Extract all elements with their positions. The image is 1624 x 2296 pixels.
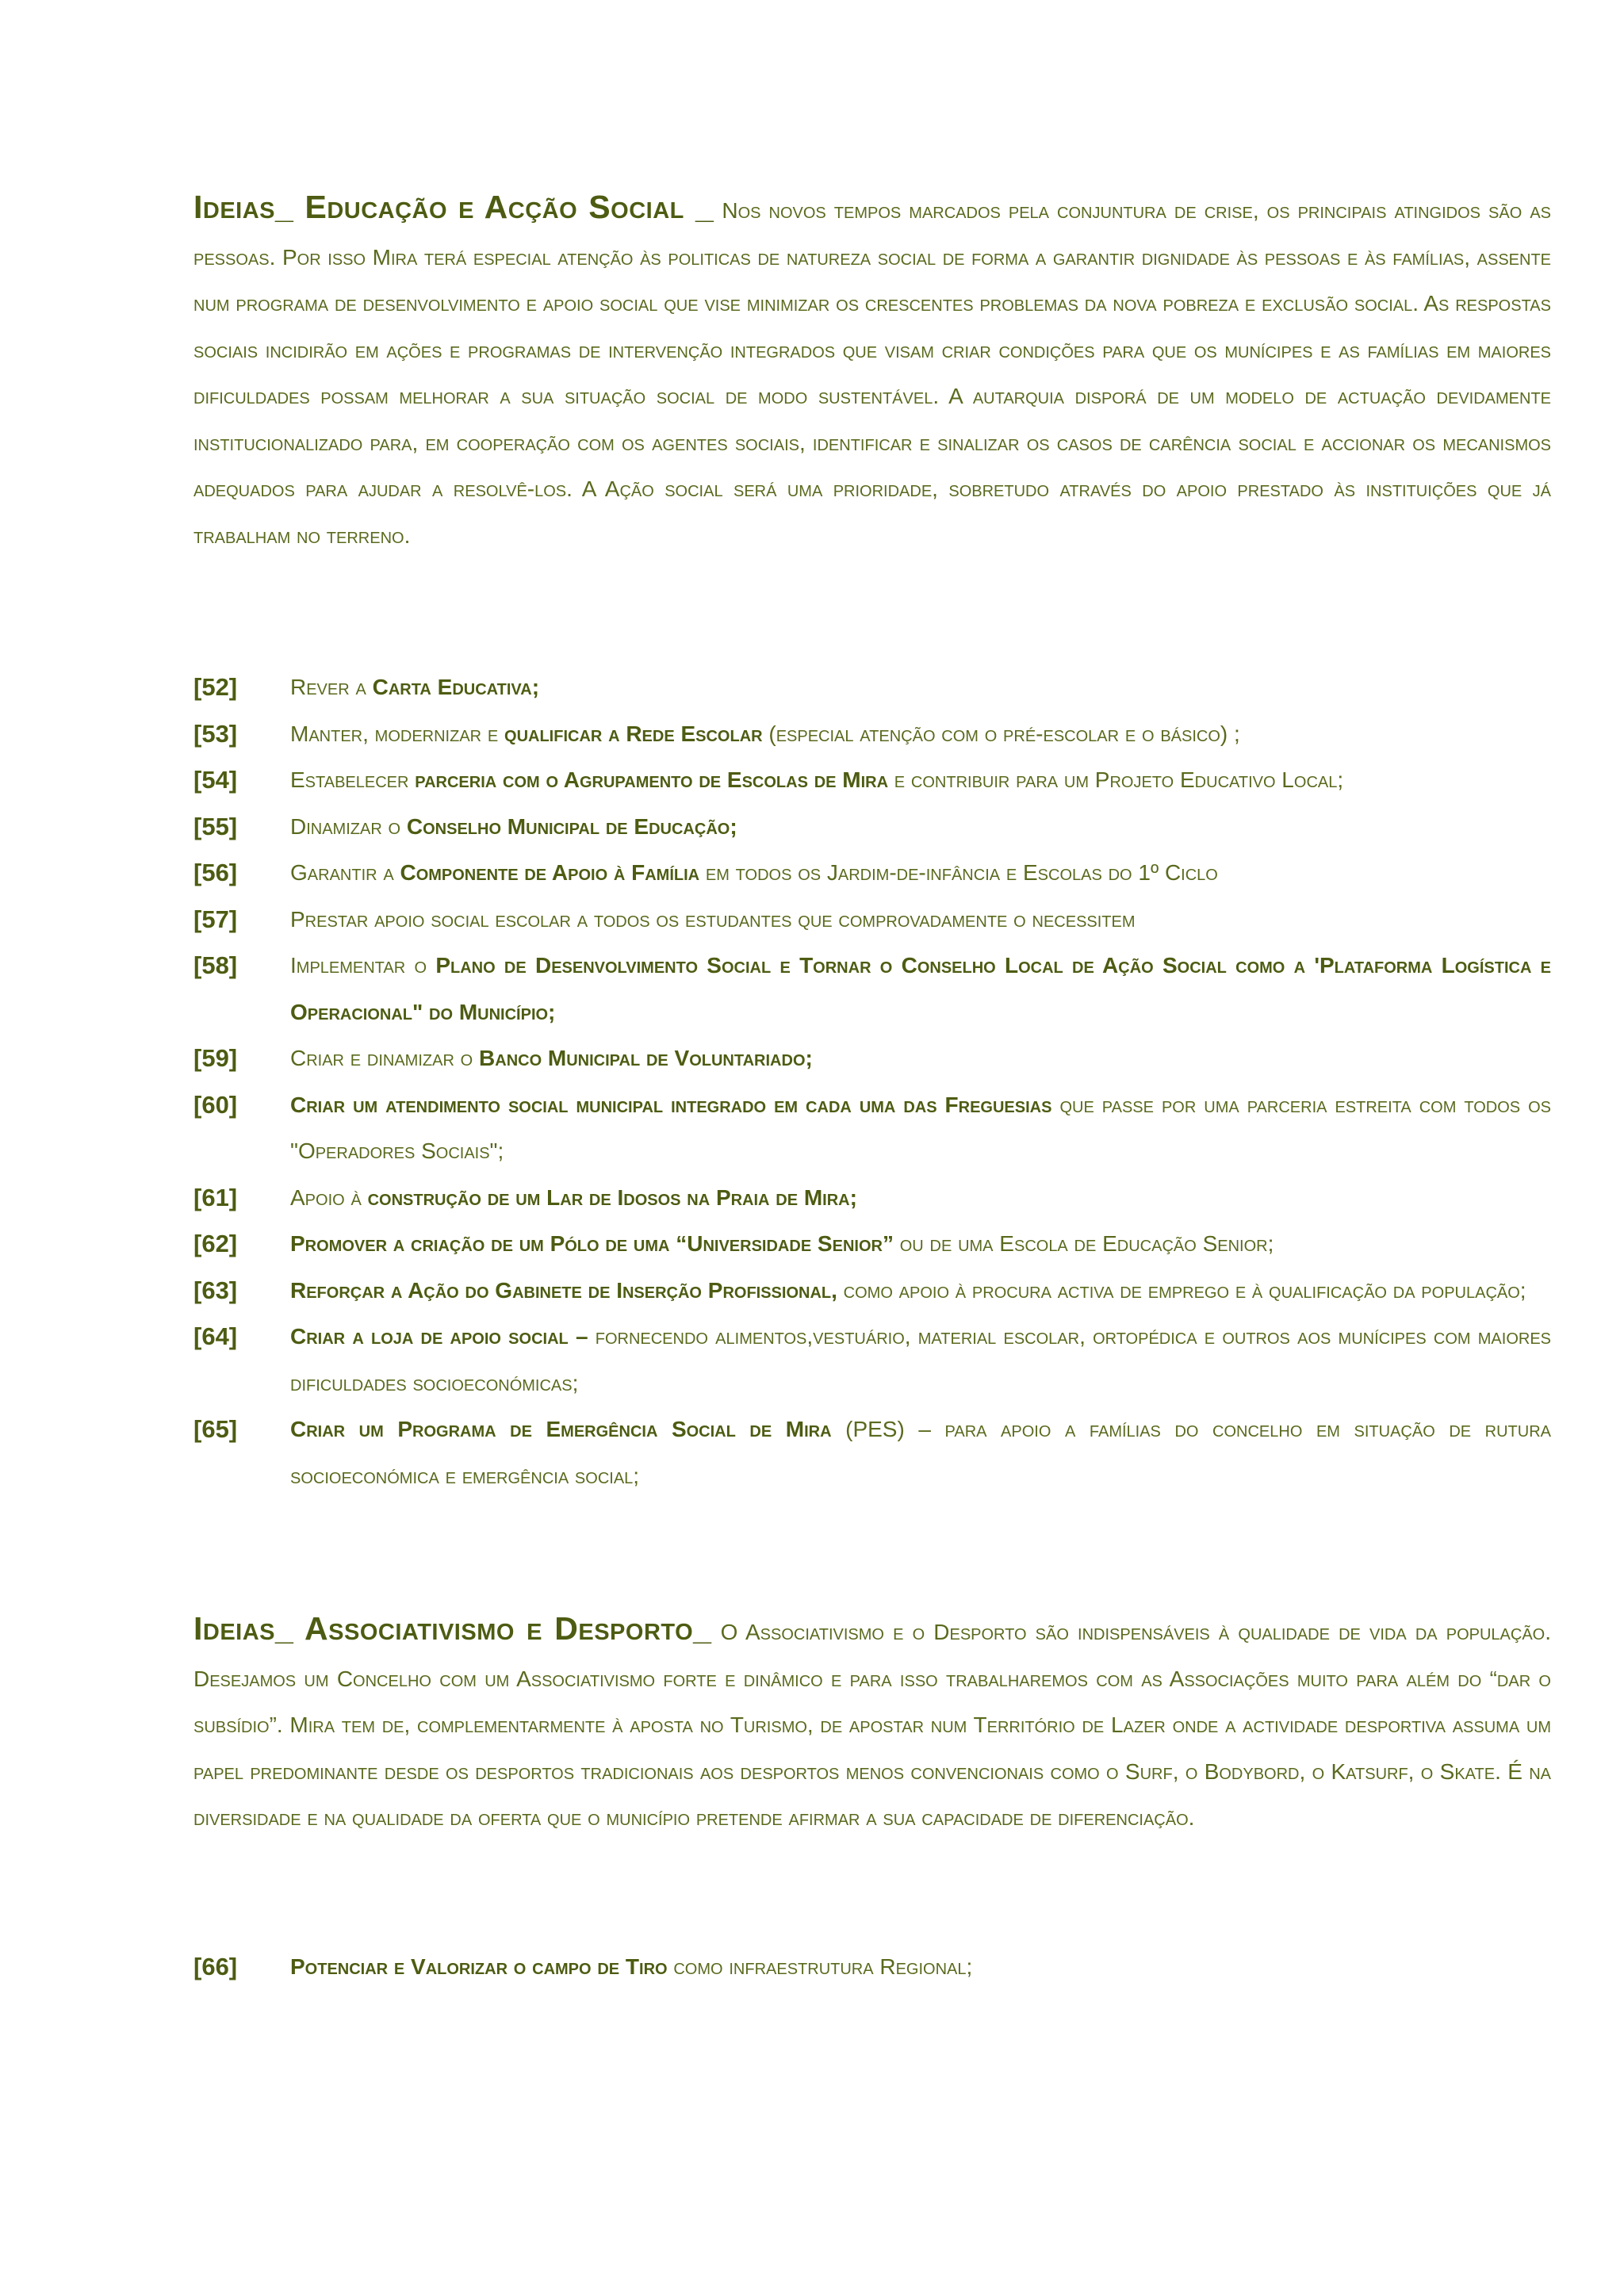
section-education-social [193,184,1551,559]
list-education-social [193,664,1551,1499]
item-number: [65] [193,1415,238,1443]
section-heading: Ideias_ Associativismo e Desporto_ [193,1610,712,1647]
item-number: [60] [193,1090,238,1119]
list-item: [61] Apoio à construção de um Lar de Idosos na Praia de Mira; [193,1175,1551,1222]
list-item: [60] Criar um atendimento social municipal integrado em cada uma das Freguesias que passe por uma parceria estreita com todos os "Operadores Sociais"; [193,1082,1551,1175]
item-number: [59] [193,1044,238,1072]
section-body: O Associativismo e o Desporto são indispensáveis à qualidade de vida da população. Desejamos um Concelho com um Associativismo forte e dinâmico e para isso trabalharemos com as Associações muito para além do “dar o subsídio”. Mira tem de, complementarmente à aposta no Turismo, de apostar num Território de Lazer onde a actividade desportiva assuma um papel predominante desde os desportos tradicionais aos desportos menos convencionais como o Surf, o Bodybord, o Katsurf, o Skate. É na diversidade e na qualidade da oferta que o município pretende afirmar a sua capacidade de diferenciação. [193,1620,1552,1830]
item-number: [53] [193,719,238,748]
item-number: [66] [193,1953,238,1980]
list-item: [56] Garantir a Componente de Apoio à Família em todos os Jardim-de-infância e Escolas do 1º Ciclo [193,850,1551,897]
list-associativism-sport [193,1944,1551,1991]
item-number: [55] [193,812,238,840]
list-item: [52] Rever a Carta Educativa; [193,664,1551,711]
list-item: [57] Prestar apoio social escolar a todos os estudantes que comprovadamente o necessitem [193,897,1551,943]
list-item: [62] Promover a criação de um Pólo de uma “Universidade Senior” ou de uma Escola de Educação Senior; [193,1221,1551,1268]
list-item: [53] Manter, modernizar e qualificar a Rede Escolar (especial atenção com o pré-escolar e o básico) ; [193,711,1551,758]
item-number: [52] [193,673,238,701]
item-number: [63] [193,1276,238,1304]
item-number: [62] [193,1230,238,1257]
item-number: [58] [193,951,238,979]
item-number: [56] [193,859,238,886]
list-item: [65] Criar um Programa de Emergência Social de Mira (PES) – para apoio a famílias do concelho em situação de rutura socioeconómica e emergência social; [193,1406,1551,1499]
item-number: [57] [193,905,238,933]
section-body: Nos novos tempos marcados pela conjuntura de crise, os principais atingidos são as pessoas. Por isso Mira terá especial atenção às politicas de natureza social de forma a garantir dignidade às pessoas e às famílias, assente num programa de desenvolvimento e apoio social que vise minimizar os crescentes problemas da nova pobreza e exclusão social. As respostas sociais incidirão em ações e programas de intervenção integrados que visam criar condições para que os munícipes e as famílias em maiores dificuldades possam melhorar a sua situação social de modo sustentável. A autarquia disporá de um modelo de actuação devidamente institucionalizado para, em cooperação com os agentes sociais, identificar e sinalizar os casos de carência social e accionar os mecanismos adequados para ajudar a resolvê-los. A Ação social será uma prioridade, sobretudo através do apoio prestado às instituições que já trabalham no terreno. [193,198,1551,548]
item-number: [64] [193,1322,238,1350]
list-item: [66] Potenciar e Valorizar o campo de Tiro como infraestrutura Regional; [193,1944,1551,1991]
section-heading: Ideias_ Educação e Acção Social _ [193,189,714,225]
list-item: [64] Criar a loja de apoio social – fornecendo alimentos,vestuário, material escolar, ortopédica e outros aos munícipes com maiores dificuldades socioeconómicas; [193,1314,1551,1406]
item-number: [61] [193,1183,238,1211]
list-item: [63] Reforçar a Ação do Gabinete de Inserção Profissional, como apoio à procura activa de emprego e à qualificação da população; [193,1268,1551,1314]
list-item: [59] Criar e dinamizar o Banco Municipal de Voluntariado; [193,1035,1551,1082]
list-item: [58] Implementar o Plano de Desenvolvimento Social e Tornar o Conselho Local de Ação Social como a 'Plataforma Logística e Operacional" do Município; [193,943,1551,1035]
list-item: [55] Dinamizar o Conselho Municipal de Educação; [193,804,1551,851]
section-associativism-sport [193,1605,1551,1842]
list-item: [54] Estabelecer parceria com o Agrupamento de Escolas de Mira e contribuir para um Projeto Educativo Local; [193,757,1551,804]
item-number: [54] [193,766,238,794]
